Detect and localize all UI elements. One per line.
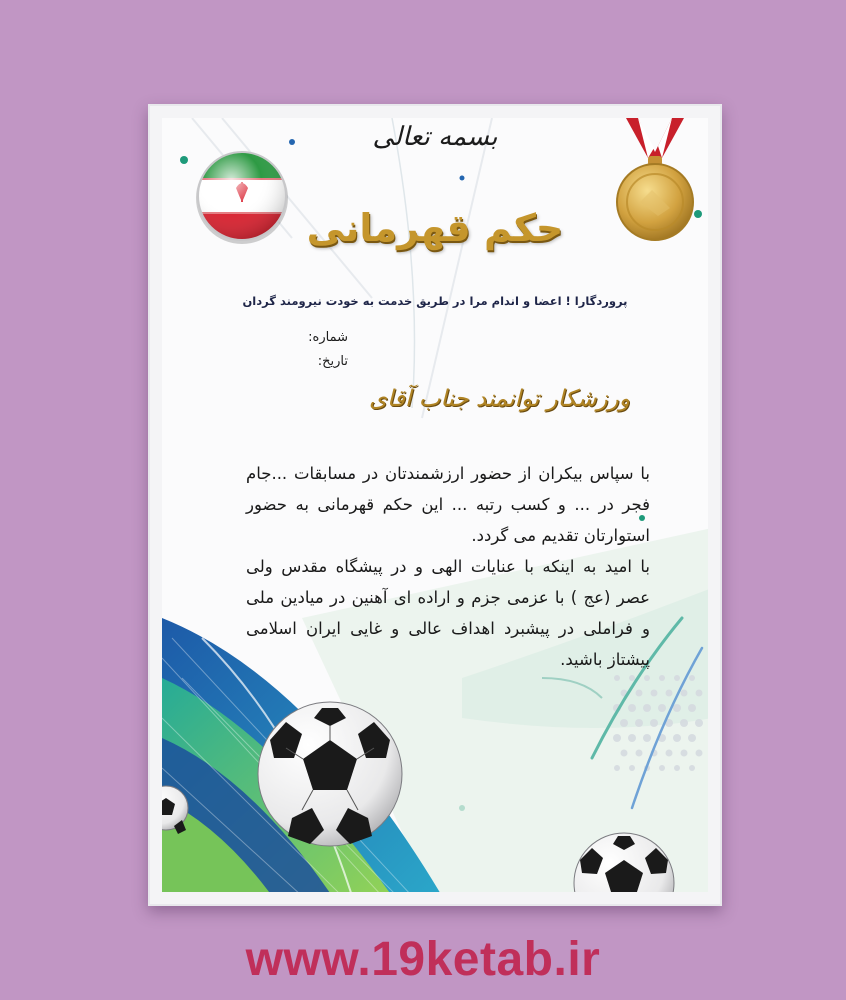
certificate-body (246, 458, 650, 675)
watermark-url: www.19ketab.ir (245, 933, 601, 986)
basmala-heading: بسمه تعالی (372, 122, 498, 152)
body-paragraph: با امید به اینکه با عنایات الهی و در پیشگاه مقدس ولی عصر (عج ) با عزمی جزم و اراده ای آهنین در میادین ملی و فراملی در پیشبرد اهداف عالی و غایی ایران اسلامی پیشتاز باشید. (246, 557, 650, 669)
poster-frame (148, 104, 722, 906)
salutation-line: ورزشکار توانمند جناب آقای (369, 386, 630, 412)
certificate-title: حکم قهرمانی (306, 206, 564, 250)
number-label: شماره: (308, 330, 348, 345)
soccer-ball-icon (258, 702, 402, 846)
certificate-paper (162, 118, 708, 892)
prayer-line: پروردگارا ! اعضا و اندام مرا در طریق خدمت به خودت نیرومند گردان (242, 294, 628, 308)
body-paragraph: با سپاس بیکران از حضور ارزشمندتان در مسابقات ...جام فجر در ... و کسب رتبه ... این حکم قهرمانی به حضور استوارتان تقدیم می گردد. (246, 464, 650, 545)
date-label: تاریخ: (317, 354, 348, 369)
